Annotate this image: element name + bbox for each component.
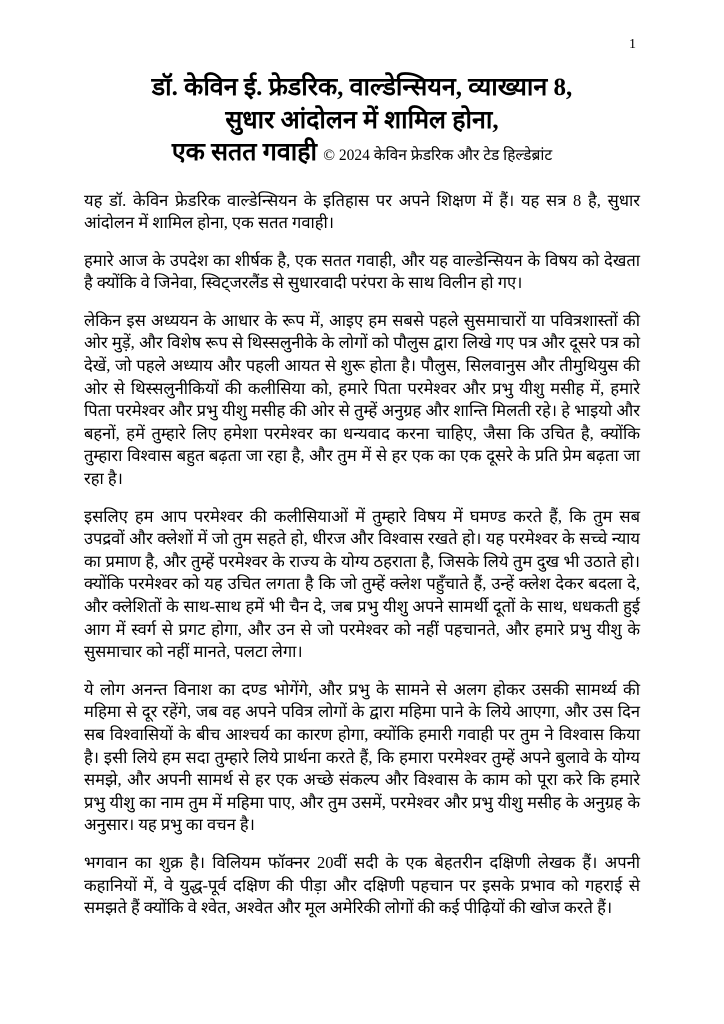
paragraph-faulkner: भगवान का शुक्र है। विलियम फॉक्नर 20वीं सदी के एक बेहतरीन दक्षिणी लेखक हैं। अपनी कहानियों में, वे युद्ध-पूर्व दक्षिण की पीड़ा और दक्षिणी पहचान पर इसके प्रभाव को गहराई से समझते हैं क्योंकि वे श्वेत, अश्वेत और मूल अमेरिकी लोगों की कई पीढ़ियों की खोज करते हैं। <box>84 852 640 918</box>
document-body <box>84 190 640 920</box>
title-text: एक सतत गवाही <box>171 139 317 166</box>
page-number: 1 <box>629 37 636 52</box>
paragraph-sermon-title: हमारे आज के उपदेश का शीर्षक है, एक सतत गवाही, और यह वाल्डेन्सियन के विषय को देखता है क्योंकि वे जिनेवा, स्विट्जरलैंड से सुधारवादी परंपरा के साथ विलीन हो गए। <box>84 250 640 293</box>
paragraph-scripture-continued: इसलिए हम आप परमेश्वर की कलीसियाओं में तुम्हारे विषय में घमण्ड करते हैं, कि तुम सब उपद्रवों और क्लेशों में जो तुम सहते हो, धीरज और विश्वास रखते हो। यह परमेश्वर के सच्चे न्याय का प्रमाण है, और तुम्हें परमेश्वर के राज्य के योग्य ठहराता है, जिसके लिये तुम दुख भी उठाते हो। क्योंकि परमेश्वर को यह उचित लगता है कि जो तुम्हें क्लेश पहुँचाते हैं, उन्हें क्लेश देकर बदला दे, और क्लेशितों के साथ-साथ हमें भी चैन दे, जब प्रभु यीशु अपने सामर्थी दूतों के साथ, धधकती हुई आग में स्वर्ग से प्रगट होगा, और उन से जो परमेश्वर को नहीं पहचानते, और हमारे प्रभु यीशु के सुसमाचार को नहीं मानते, पलटा लेगा। <box>84 506 640 662</box>
title-line-1: डॉ. केविन ई. फ्रेडरिक, वाल्डेन्सियन, व्याख्यान 8, <box>151 74 573 101</box>
paragraph-scripture-reading: लेकिन इस अध्ययन के आधार के रूप में, आइए हम सबसे पहले सुसमाचारों या पवित्रशास्तों की ओर मुड़ें, और विशेष रूप से थिस्सलुनीके के लोगों को पौलुस द्वारा लिखे गए पत्र और दूसरे पत्र को देखें, जो पहले अध्याय और पहली आयत से शुरू होता है। पौलुस, सिलवानुस और तीमुथियुस की ओर से थिस्सलुनीकियों की कलीसिया को, हमारे पिता परमेश्वर और प्रभु यीशु मसीह में, हमारे पिता परमेश्वर और प्रभु यीशु मसीह की ओर से तुम्हें अनुग्रह और शान्ति मिलती रहे। हे भाइयो और बहनों, हमें तुम्हारे लिए हमेशा परमेश्वर का धन्यवाद करना चाहिए, जैसा कि उचित है, क्योंकि तुम्हारा विश्वास बहुत बढ़ता जा रहा है, और तुम में से हर एक का एक दूसरे के प्रति प्रेम बढ़ता जा रहा है। <box>84 310 640 489</box>
document-title <box>84 72 640 170</box>
paragraph-intro: यह डॉ. केविन फ्रेडरिक वाल्डेन्सियन के इतिहास पर अपने शिक्षण में हैं। यह सत्र 8 है, सुधार आंदोलन में शामिल होना, एक सतत गवाही। <box>84 190 640 233</box>
title-line-2: सुधार आंदोलन में शामिल होना, <box>225 106 499 134</box>
copyright-notice: © 2024 केविन फ्रेडरिक और टेड हिल्डेब्रांट <box>323 147 553 164</box>
title-line-3 <box>84 137 640 170</box>
paragraph-scripture-conclusion: ये लोग अनन्त विनाश का दण्ड भोगेंगे, और प्रभु के सामने से अलग होकर उसकी सामर्थ्य की महिमा से दूर रहेंगे, जब वह अपने पवित्र लोगों के द्वारा महिमा पाने के लिये आएगा, और उस दिन सब विश्वासियों के बीच आश्चर्य का कारण होगा, क्योंकि हमारी गवाही पर तुम ने विश्वास किया है। इसी लिये हम सदा तुम्हारे लिये प्रार्थना करते हैं, कि हमारा परमेश्वर तुम्हें अपने बुलावे के योग्य समझे, और अपनी सामर्थ से हर एक अच्छे संकल्प और विश्वास के काम को पूरा करे कि हमारे प्रभु यीशु का नाम तुम में महिमा पाए, और तुम उसमें, परमेश्वर और प्रभु यीशु मसीह के अनुग्रह के अनुसार। यह प्रभु का वचन है। <box>84 679 640 835</box>
